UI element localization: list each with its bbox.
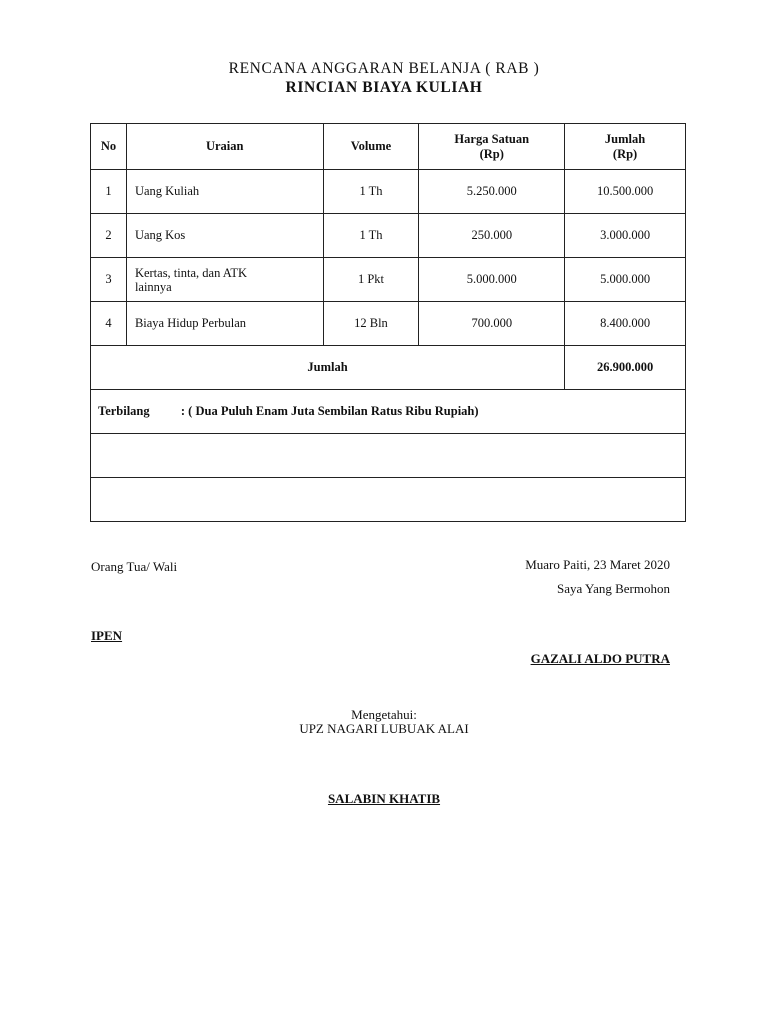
terbilang-label: Terbilang [98,404,150,418]
cell-harga: 250.000 [419,214,565,258]
cell-jumlah: 5.000.000 [565,258,686,302]
terbilang-value: : ( Dua Puluh Enam Juta Sembilan Ratus Ribu Rupiah) [180,404,479,418]
acknowledge-label: Mengetahui: [351,707,417,722]
cell-volume: 1 Pkt [323,258,419,302]
header-harga-satuan [419,124,565,170]
table-row [91,302,686,346]
document-title: RENCANA ANGGARAN BELANJA ( RAB ) [228,60,540,77]
cell-jumlah: 10.500.000 [565,170,686,214]
org-signer-name [0,791,768,807]
cell-harga: 700.000 [419,302,565,346]
cell-uraian: Biaya Hidup Perbulan [126,302,323,346]
cell-volume: 1 Th [323,214,419,258]
acknowledge-org: UPZ NAGARI LUBUAK ALAI [299,721,469,736]
header-jumlah-label: Jumlah [604,131,646,146]
empty-row [91,434,686,478]
budget-table [90,123,686,522]
cell-jumlah: 3.000.000 [565,214,686,258]
empty-cell [91,434,686,478]
cell-no: 1 [91,170,127,214]
empty-cell [91,478,686,522]
table-row [91,258,686,302]
cell-harga: 5.250.000 [419,170,565,214]
table-header-row [91,124,686,170]
header-no: No [91,124,127,170]
table-row [91,214,686,258]
header-harga-satuan-unit: (Rp) [479,146,504,161]
terbilang-cell [91,390,686,434]
cell-volume: 12 Bln [323,302,419,346]
right-signer-name: GAZALI ALDO PUTRA [530,651,670,666]
terbilang-row [91,390,686,434]
empty-row [91,478,686,522]
cell-uraian-line2: lainnya [134,279,172,294]
cell-no: 3 [91,258,127,302]
document-subtitle: RINCIAN BIAYA KULIAH [285,79,483,96]
cell-uraian [126,258,323,302]
cell-uraian: Uang Kos [126,214,323,258]
header-jumlah-unit: (Rp) [612,146,638,161]
cell-jumlah: 8.400.000 [565,302,686,346]
left-signer-role: Orang Tua/ Wali [91,559,178,574]
cell-no: 2 [91,214,127,258]
header-uraian: Uraian [126,124,323,170]
right-signer-role: Saya Yang Bermohon [556,581,670,596]
cell-harga: 5.000.000 [419,258,565,302]
header-volume: Volume [323,124,419,170]
total-row [91,346,686,390]
place-date: Muaro Paiti, 23 Maret 2020 [525,557,670,572]
cell-volume: 1 Th [323,170,419,214]
total-value: 26.900.000 [565,346,686,390]
total-label: Jumlah [91,346,565,390]
left-signer-name: IPEN [91,628,123,643]
org-signer-name-text: SALABIN KHATIB [327,791,441,806]
header-jumlah [565,124,686,170]
cell-no: 4 [91,302,127,346]
cell-uraian: Uang Kuliah [126,170,323,214]
cell-uraian-line1: Kertas, tinta, dan ATK [134,265,248,280]
table-row [91,170,686,214]
header-harga-satuan-label: Harga Satuan [454,131,530,146]
